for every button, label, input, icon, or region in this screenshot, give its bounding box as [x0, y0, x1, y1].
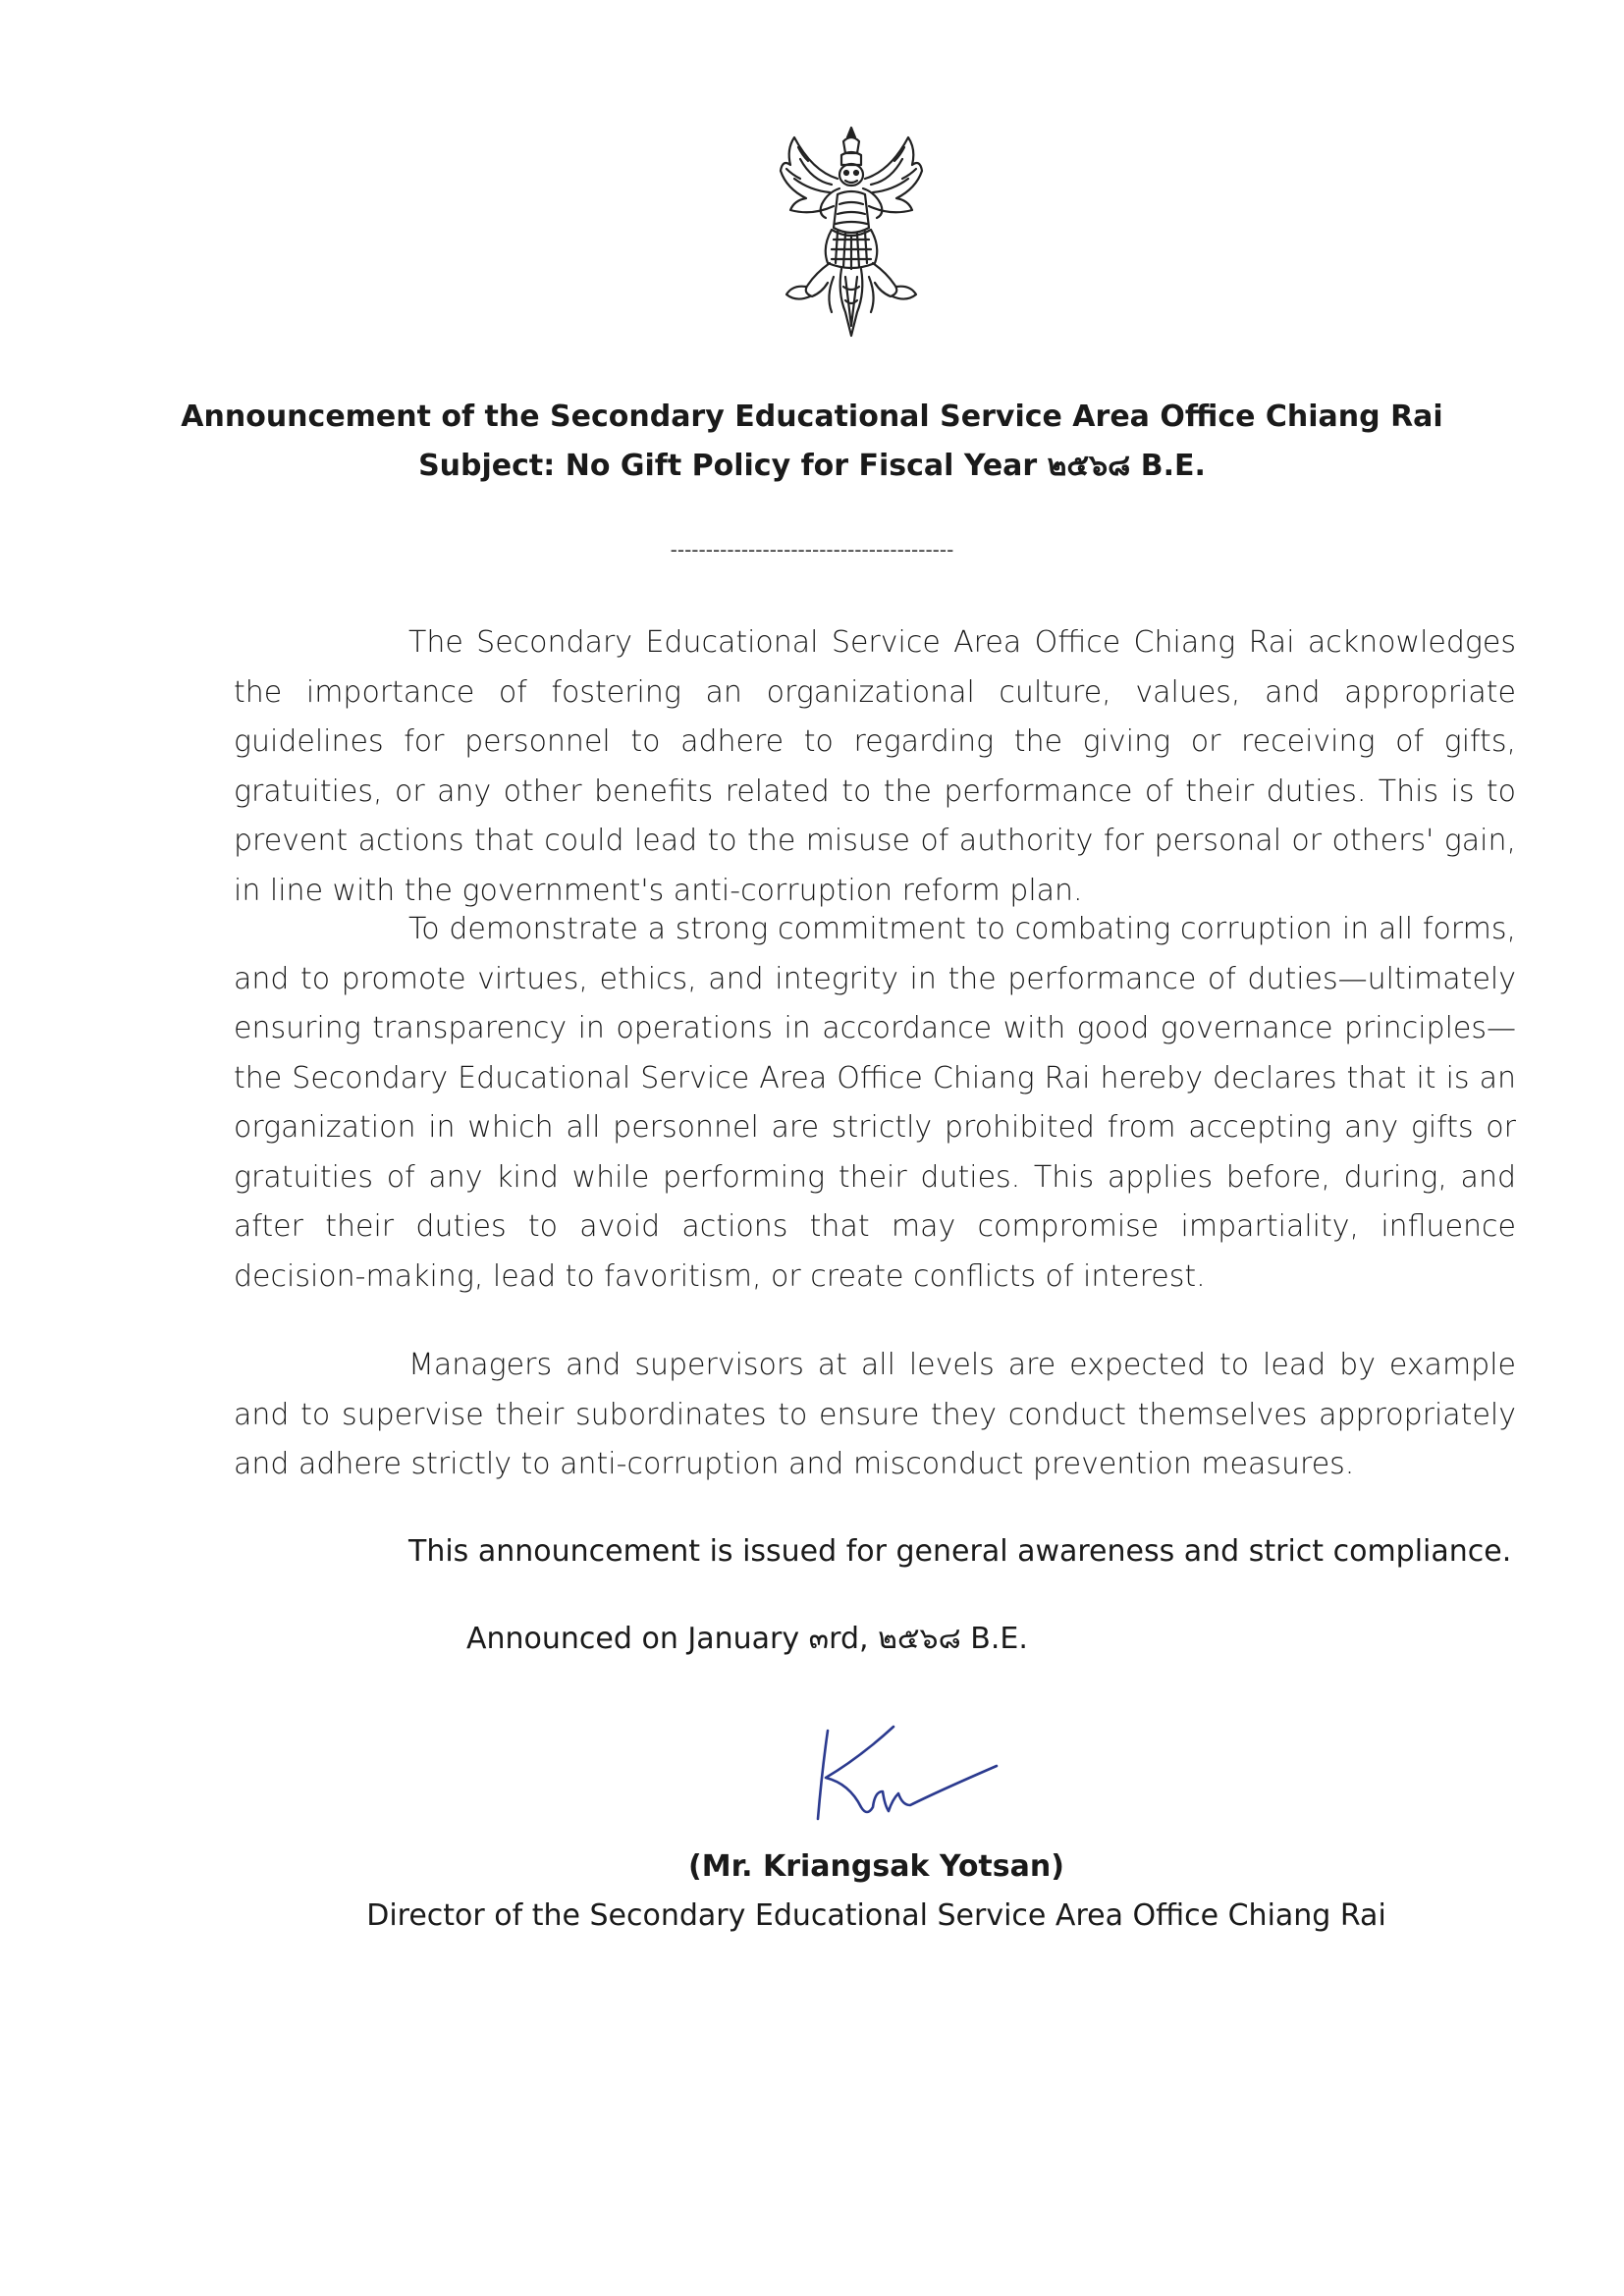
paragraph-2	[234, 905, 1516, 1302]
signer-name: (Mr. Kriangsak Yotsan)	[688, 1849, 1064, 1884]
paragraph-1	[234, 618, 1516, 916]
announcement-date: Announced on January ๓rd, ๒๕๖๘ B.E.	[466, 1622, 1028, 1656]
paragraph-1-text: The Secondary Educational Service Area Office Chiang Rai acknowledges the importance of fostering an organizational culture, values, and appropriate guidelines for personnel to adhere to regarding the giving or receiving of gifts, gratuities, or any other benefits related to the performance of their duties. This is to prevent actions that could lead to the misuse of authority for personal or others' gain, in line with the government's anti-corruption reform plan.	[234, 625, 1516, 908]
garuda-emblem-icon	[773, 120, 930, 342]
divider-line: ----------------------------------------	[670, 538, 954, 561]
announcement-subject: Subject: No Gift Policy for Fiscal Year ๒๕๖๘ B.E.	[418, 449, 1206, 483]
signature-icon	[800, 1723, 1011, 1841]
paragraph-4: This announcement is issued for general awareness and strict compliance.	[408, 1534, 1512, 1569]
signer-title: Director of the Secondary Educational Service Area Office Chiang Rai	[366, 1898, 1386, 1933]
paragraph-3-text: Managers and supervisors at all levels are expected to lead by example and to supervise their subordinates to ensure they conduct themselves appropriately and adhere strictly to anti-corruption and misconduct prevention measures.	[234, 1348, 1516, 1481]
announcement-title: Announcement of the Secondary Educational Service Area Office Chiang Rai	[181, 400, 1443, 434]
paragraph-2-text: To demonstrate a strong commitment to combating corruption in all forms, and to promote virtues, ethics, and integrity in the performance of duties—ultimately ensuring transparency in operations in accordance with good governance principles—the Secondary Educational Service Area Office Chiang Rai hereby declares that it is an organization in which all personnel are strictly prohibited from accepting any gifts or gratuities of any kind while performing their duties. This applies before, during, and after their duties to avoid actions that may compromise impartiality, influence decision-making, lead to favoritism, or create conflicts of interest.	[234, 912, 1516, 1294]
paragraph-3	[234, 1341, 1516, 1490]
